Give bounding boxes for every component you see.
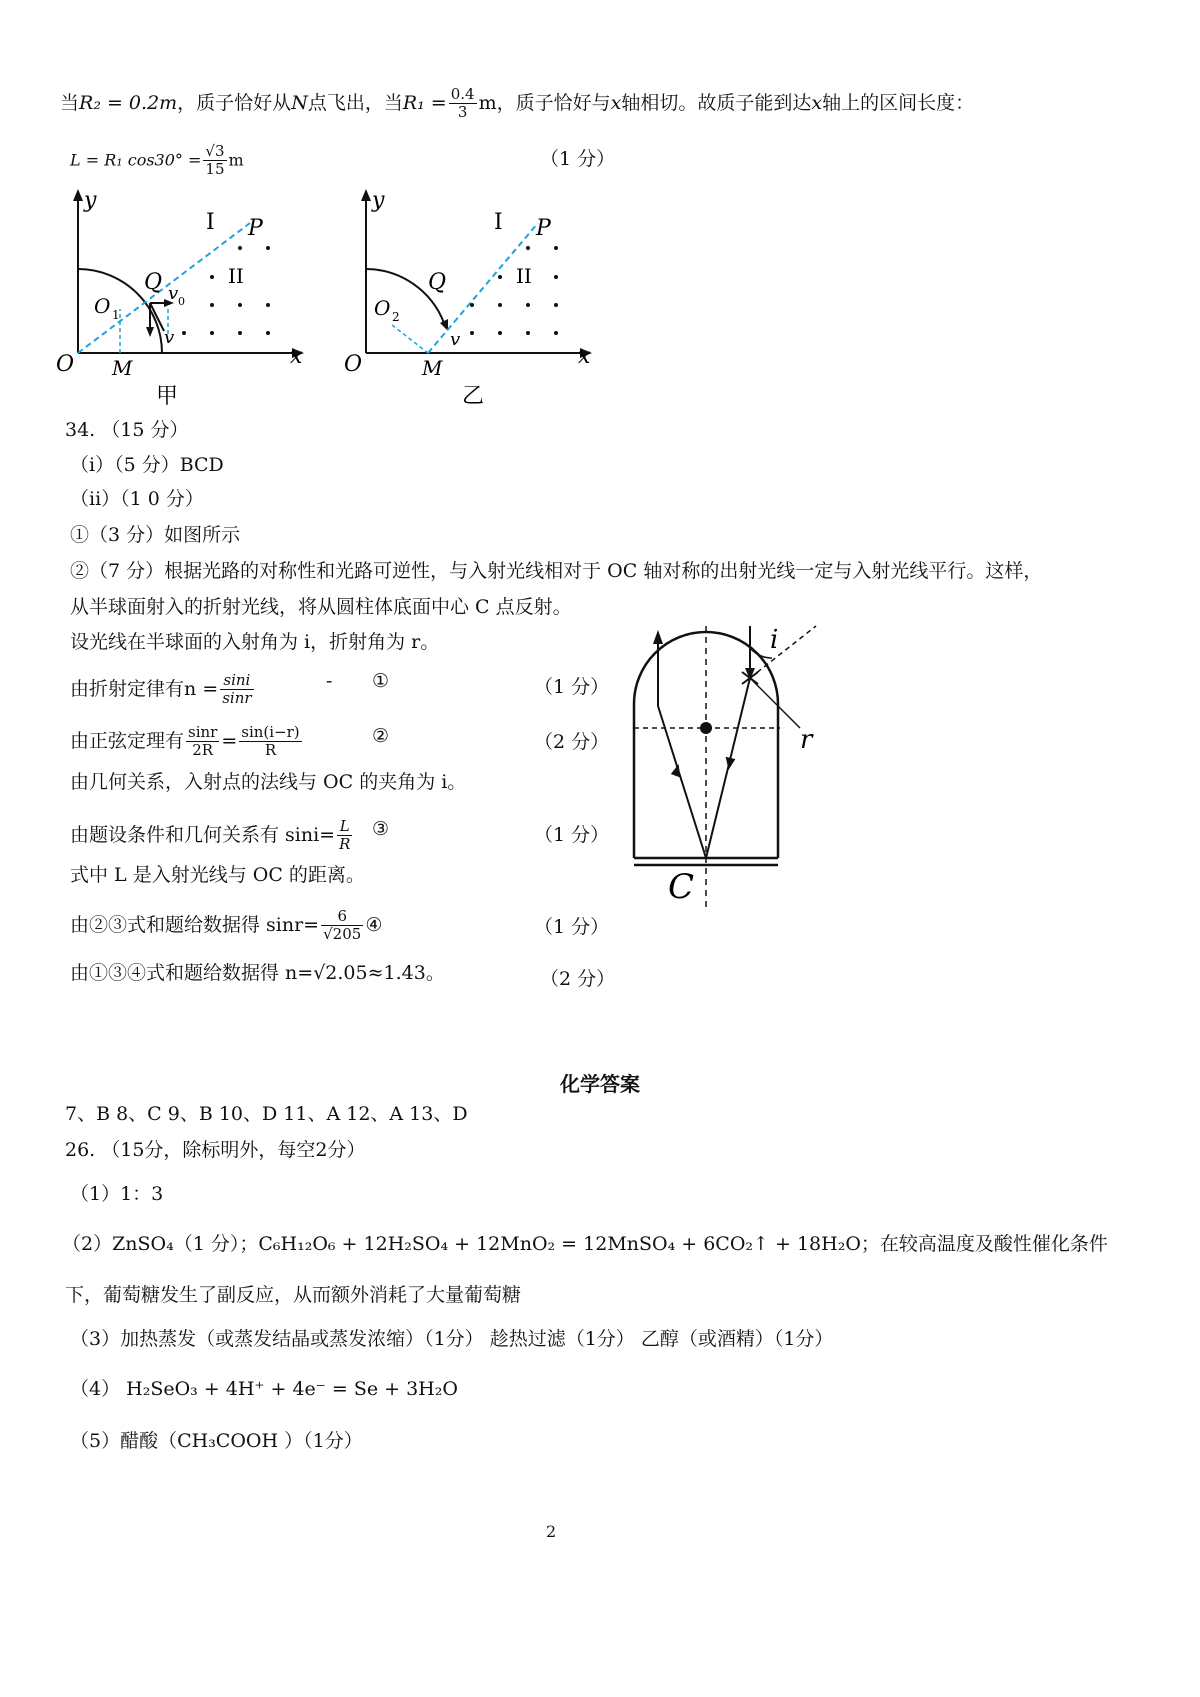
dash-mark: -: [326, 670, 333, 692]
point-p-label: P: [248, 216, 263, 241]
score-label: （1 分）: [534, 824, 610, 846]
origin-label: O: [56, 352, 75, 377]
score-label: （2 分）: [534, 731, 610, 753]
score-label: （1 分）: [540, 148, 616, 170]
chemistry-title: 化学答案: [560, 1072, 640, 1096]
equation-refraction: 由折射定律有n = $\frac{\sin i}{\sin r}$: [70, 671, 252, 708]
answer-26-4: （4） H₂SeO₃ + 4H⁺ + 4e⁻ = Se + 3H₂O: [70, 1378, 458, 1400]
light-path-figure: [620, 618, 840, 918]
answer-26-5: （5）醋酸（CH₃COOH ）（1分）: [70, 1430, 363, 1452]
trajectory-figure-yi: [338, 185, 608, 415]
step-2-line-3: 设光线在半球面的入射角为 i，折射角为 r。: [70, 631, 440, 653]
x-axis-label: x: [290, 344, 303, 369]
center-o2-label: O: [374, 296, 391, 320]
origin-label: O: [344, 352, 363, 377]
step-2-line-2: 从半球面射入的折射光线，将从圆柱体底面中心 C 点反射。: [70, 596, 572, 618]
equation-sin-i: 由题设条件和几何关系有 sini= $\frac{L}{R}$: [70, 817, 351, 854]
equation-n-result: 由①③④式和题给数据得 n=√2.05≈1.43。: [70, 962, 445, 984]
answer-26-2-continued: 下，葡萄糖发生了副反应，从而额外消耗了大量葡萄糖: [65, 1284, 522, 1306]
point-q-label: Q: [144, 270, 163, 295]
point-m-label: M: [112, 356, 133, 380]
step-1: ①（3 分）如图所示: [70, 524, 241, 546]
point-c-label: C: [668, 867, 695, 907]
equation-sin-r: 由②③式和题给数据得 sinr= $\frac{6}{√205}$ ④: [70, 907, 383, 944]
region-i-label: I: [494, 210, 503, 235]
formula-length: L = R₁ cos30° = $\frac{√3}{15}$ m: [70, 142, 244, 179]
figure-caption: 甲: [156, 384, 179, 409]
y-axis-label: y: [84, 188, 97, 213]
question-34: 34. （15 分）: [65, 419, 189, 441]
center-o1-subscript: 1: [112, 308, 120, 322]
v-label: v: [450, 329, 461, 350]
step-2-line-1: ②（7 分）根据光路的对称性和光路可逆性，与入射光线相对于 OC 轴对称的出射光线一定与入射光线平行。这样，: [70, 560, 1043, 582]
x-axis-label: x: [578, 344, 591, 369]
v0-subscript: 0: [178, 295, 185, 308]
equation-number-1: ①: [372, 670, 390, 692]
center-o1-label: O: [94, 294, 111, 318]
point-q-label: Q: [428, 270, 447, 295]
region-ii-label: II: [228, 264, 244, 288]
score-label: （1 分）: [534, 676, 610, 698]
page-number: 2: [546, 1522, 557, 1541]
trajectory-figure-jia: [50, 185, 320, 415]
point-p-label: P: [536, 216, 551, 241]
answer-34-i: （i）（5 分）BCD: [70, 454, 224, 476]
region-ii-label: II: [516, 264, 532, 288]
score-label: （2 分）: [540, 968, 616, 990]
multiple-choice-answers: 7、B 8、C 9、B 10、D 11、A 12、A 13、D: [65, 1103, 468, 1125]
distance-note: 式中 L 是入射光线与 OC 的距离。: [70, 864, 365, 886]
equation-sine-law: 由正弦定理有 $\frac{\sin r}{2R}$ = $\frac{\sin(i-r)}{R}$: [70, 723, 300, 760]
angle-r-label: r: [800, 725, 813, 755]
geometry-note: 由几何关系，入射点的法线与 OC 的夹角为 i。: [70, 771, 467, 793]
angle-i-label: i: [770, 625, 779, 655]
score-label: （1 分）: [534, 916, 610, 938]
answer-34-ii: （ii）（1 0 分）: [70, 488, 204, 510]
v0-label: v: [168, 283, 179, 304]
v-label: v: [164, 327, 175, 348]
answer-26-2: （2）ZnSO₄（1 分）；C₆H₁₂O₆ + 12H₂SO₄ + 12MnO₂ = 12MnSO₄ + 6CO₂↑ + 18H₂O；在较高温度及酸性催化条件: [62, 1233, 1108, 1255]
answer-26-1: （1）1：3: [70, 1183, 164, 1205]
figure-caption: 乙: [462, 384, 485, 409]
point-m-label: M: [422, 356, 443, 380]
center-o2-subscript: 2: [392, 310, 400, 324]
equation-number-3: ③: [372, 818, 390, 840]
answer-26-3: （3）加热蒸发（或蒸发结晶或蒸发浓缩）（1分） 趁热过滤（1分） 乙醇（或酒精）（1分）: [70, 1328, 834, 1350]
region-i-label: I: [206, 210, 215, 235]
y-axis-label: y: [372, 188, 385, 213]
question-26: 26. （15分，除标明外，每空2分）: [65, 1139, 366, 1161]
text-line-r2: 当R₂ = 0.2m，质子恰好从N点飞出，当R₁ = $\frac{0.4}{3}$ m，质子恰好与x轴相切。故质子能到达x轴上的区间长度：: [60, 85, 975, 122]
equation-number-2: ②: [372, 725, 390, 747]
